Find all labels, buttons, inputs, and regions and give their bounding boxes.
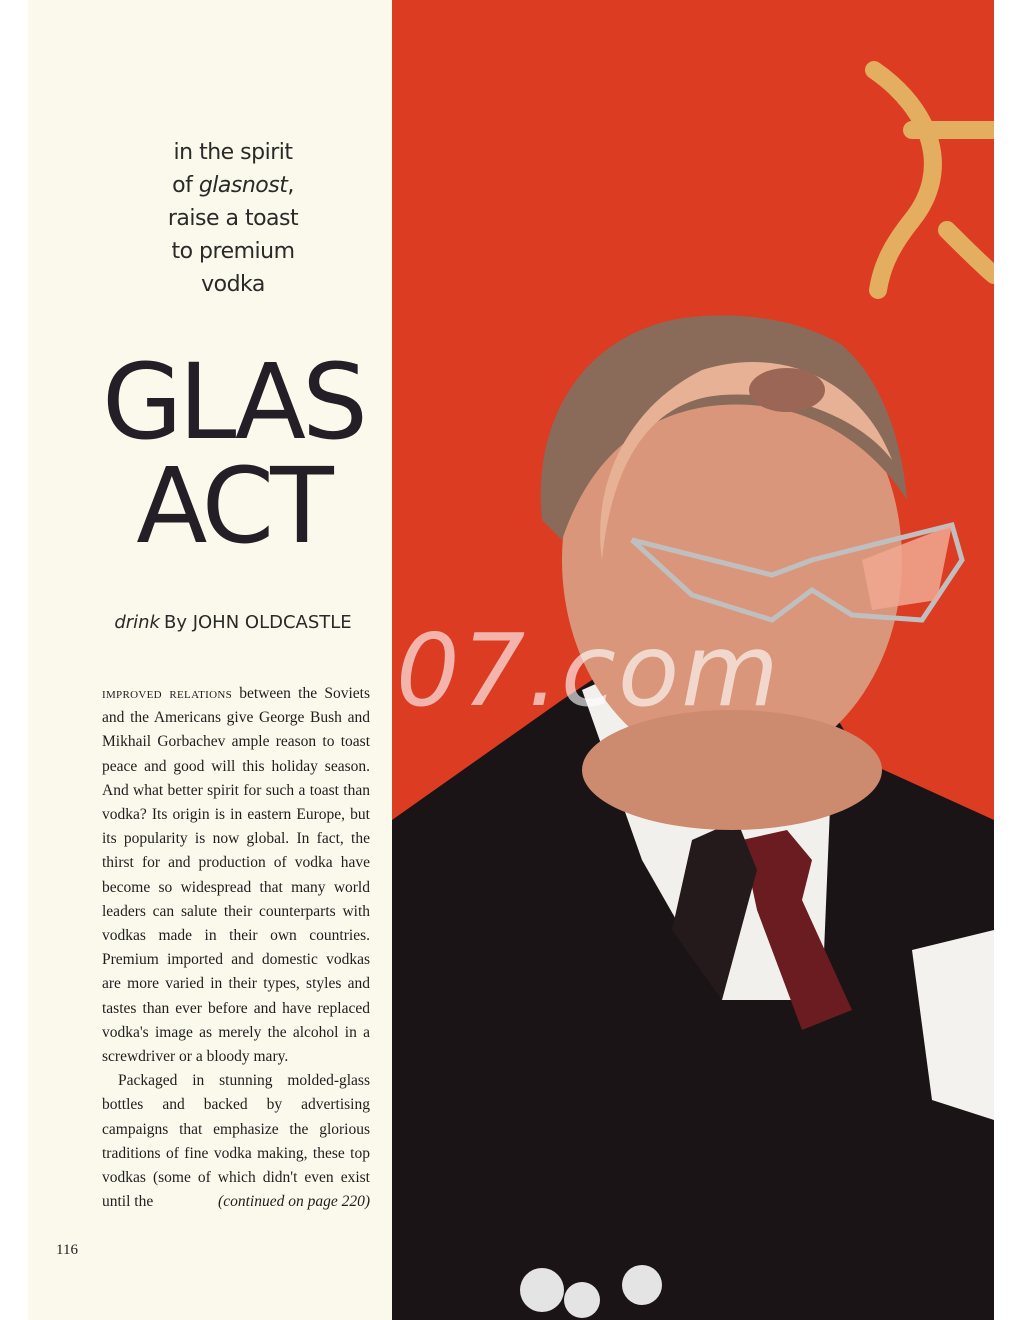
byline [28,612,438,633]
birthmark [749,368,825,412]
continued-jump: (continued on page 220) [218,1193,370,1211]
kicker-line: vodka [201,272,265,297]
paragraph-1-text: between the Soviets and the Americans give George Bush and Mikhail Gorbachev ample reason to toast peace and good will this holiday season. And what better spirit for such a toast than vodka? Its origin is in eastern Europe, but its popularity is now global. In fact, the thirst for and production of vodka have become so widespread that many world leaders can salute their counterparts with vodkas made in their own countries. Premium imported and domestic vodkas are more varied in their types, styles and tastes than ever before and have replaced vodka's image as merely the alcohol in a screwdriver or a bloody mary. [102,685,370,1066]
lead-in: improved relations [102,685,232,702]
article-headline [28,341,438,567]
kicker-line: raise a toast [167,206,299,231]
kicker-deck [28,136,438,301]
headline-line-2: ACT [136,445,330,567]
kicker-line: in the spirit [173,140,293,165]
kicker-prefix: of [172,173,199,198]
page-number: 116 [56,1242,78,1258]
paragraph-2 [102,1069,370,1214]
text-column [28,0,392,1320]
section-label: drink [114,612,160,633]
headline-line-1: GLAS [101,341,365,463]
author-name: By JOHN OLDCASTLE [163,612,352,633]
kicker-line: to premium [171,239,295,264]
paragraph-1 [102,682,370,1069]
kicker-suffix: , [287,173,294,198]
paragraph-2-text: Packaged in stunning molded-glass bottles and backed by advertising campaigns that emphasize the glorious traditions of fine vodka making, these top vodkas (some of which didn't even exist until the [102,1072,370,1211]
kicker-italic: glasnost [198,173,288,198]
kicker-line [28,169,438,202]
watermark-text: 07.com [396,612,781,729]
article-body [102,682,370,1214]
